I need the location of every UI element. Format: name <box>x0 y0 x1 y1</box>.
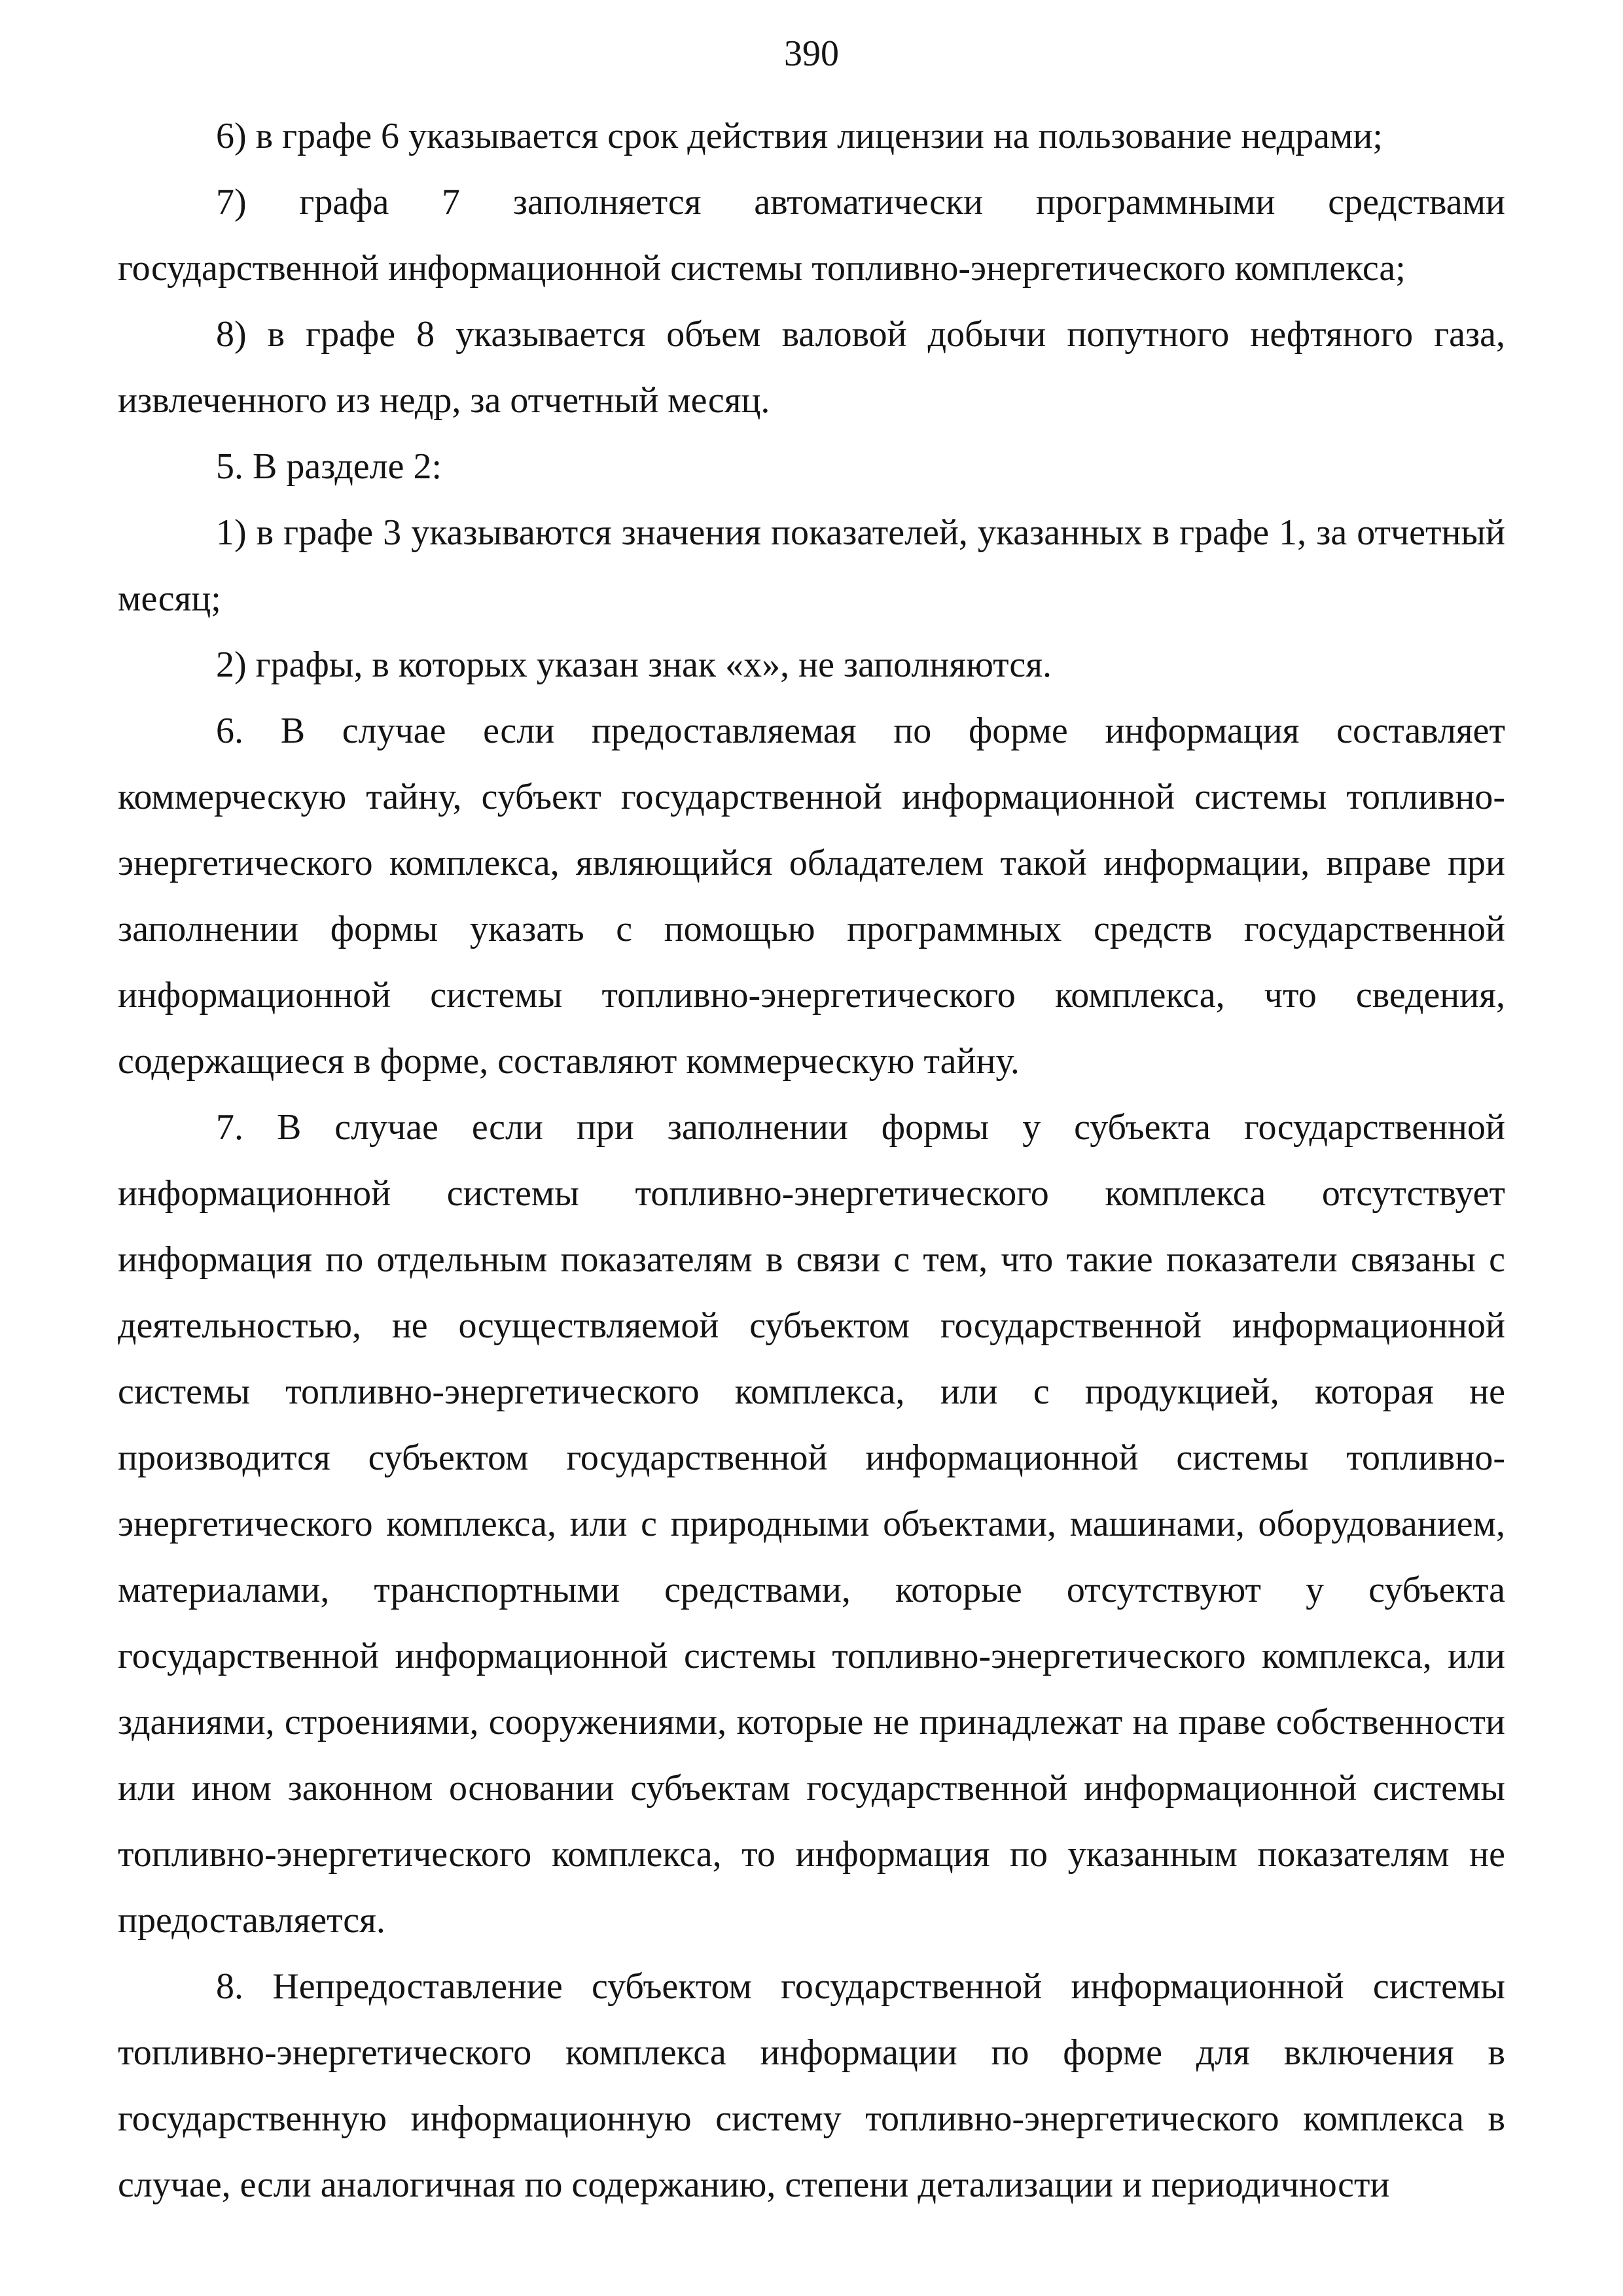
paragraph-item-1-column-3: 1) в графе 3 указываются значения показателей, указанных в графе 1, за отчетный месяц; <box>118 512 1505 619</box>
page-number: 390 <box>784 33 839 74</box>
paragraph-section-7-missing-information: 7. В случае если при заполнении формы у субъекта государственной информационной системы топливно-энергетического комплекса отсутствует информация по отдельным показателям в связи с тем, что такие показатели связаны с деятельностью, не осуществляемой субъектом государственной информационной системы топливно-энергетического комплекса, или с продукцией, которая не производится субъектом государственной информационной системы топливно-энергетического комплекса, или с природными объектами, машинами, оборудованием, материалами, транспортными средствами, которые отсутствуют у субъекта государственной информационной системы топливно-энергетического комплекса, или зданиями, строениями, сооружениями, которые не принадлежат на праве собственности или ином законном основании субъектам государственной информационной системы топливно-энергетического комплекса, то информация по указанным показателям не предоставляется. <box>118 1107 1505 1941</box>
paragraph-item-8-column-8: 8) в графе 8 указывается объем валовой добычи попутного нефтяного газа, извлеченного из недр, за отчетный месяц. <box>118 314 1505 421</box>
paragraph-section-8-non-provision: 8. Непредоставление субъектом государственной информационной системы топливно-энергетического комплекса информации по форме для включения в государственную информационную систему топливно-энергетического комплекса в случае, если аналогичная по содержанию, степени детализации и периодичности <box>118 1966 1505 2205</box>
paragraph-section-5-heading: 5. В разделе 2: <box>216 446 442 487</box>
document-body <box>118 103 1505 2218</box>
paragraph-item-6-column-6: 6) в графе 6 указывается срок действия лицензии на пользование недрами; <box>216 116 1383 156</box>
paragraph-item-7-column-7: 7) графа 7 заполняется автоматически программными средствами государственной информационной системы топливно-энергетического комплекса; <box>118 182 1505 289</box>
paragraph-section-6-commercial-secret: 6. В случае если предоставляемая по форме информация составляет коммерческую тайну, субъект государственной информационной системы топливно-энергетического комплекса, являющийся обладателем такой информации, вправе при заполнении формы указать с помощью программных средств государственной информационной системы топливно-энергетического комплекса, что сведения, содержащиеся в форме, составляют коммерческую тайну. <box>118 711 1505 1082</box>
paragraph-item-2-x-columns: 2) графы, в которых указан знак «х», не заполняются. <box>216 645 1052 685</box>
